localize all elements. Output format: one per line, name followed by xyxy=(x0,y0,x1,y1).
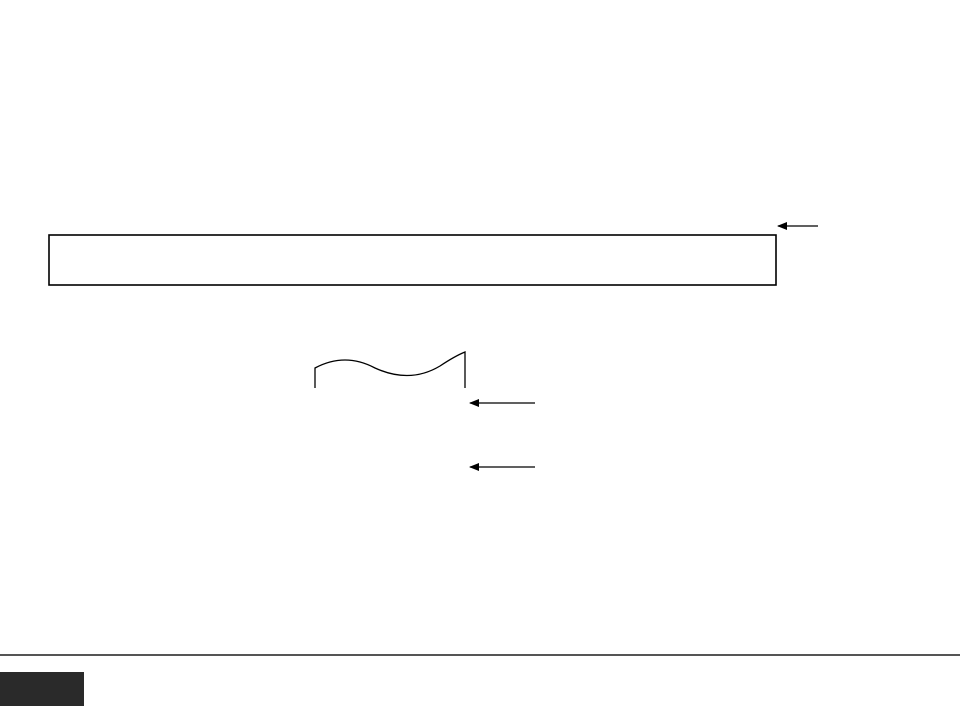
register-bit-cells xyxy=(49,235,776,285)
pearson-logo xyxy=(0,672,84,706)
footer-divider xyxy=(0,654,960,656)
memory-top-break xyxy=(315,352,465,388)
register-outline xyxy=(49,235,776,285)
